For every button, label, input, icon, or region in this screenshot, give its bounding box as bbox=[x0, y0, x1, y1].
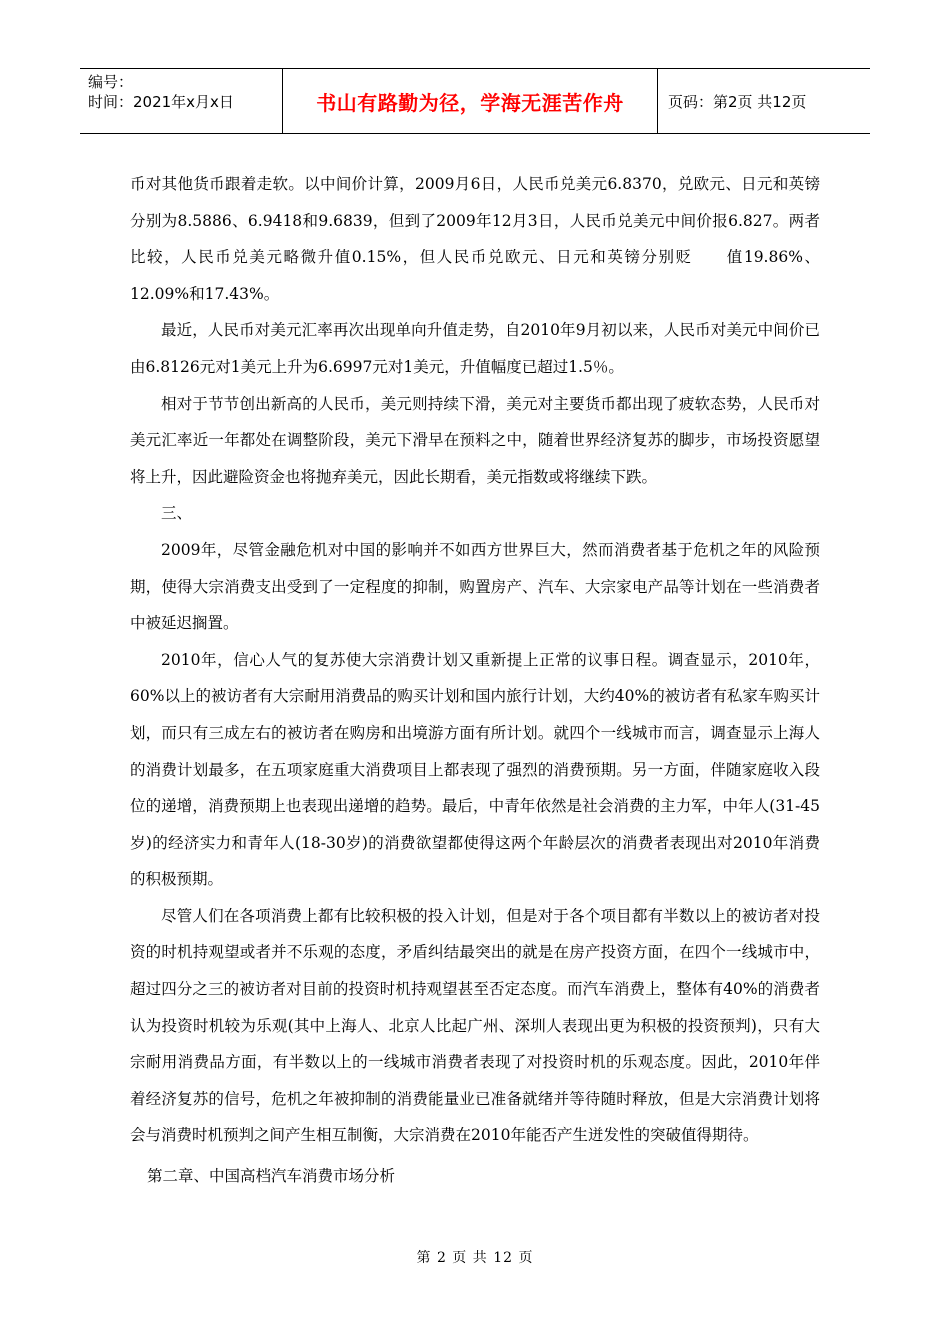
document-time: 时间：2021年x月x日 bbox=[88, 93, 234, 111]
paragraph: 最近，人民币对美元汇率再次出现单向升值走势，自2010年9月初以来，人民币对美元中间价已由6.8126元对1美元上升为6.6997元对1美元，升值幅度已超过1.5％。 bbox=[130, 321, 820, 376]
paragraph: 相对于节节创出新高的人民币，美元则持续下滑，美元对主要货币都出现了疲软态势，人民币对美元汇率近一年都处在调整阶段，美元下滑早在预料之中，随着世界经济复苏的脚步，市场投资愿望将上升，因此避险资金也将抛弃美元，因此长期看，美元指数或将继续下跌。 bbox=[130, 394, 820, 486]
document-body bbox=[130, 166, 820, 1195]
paragraph: 尽管人们在各项消费上都有比较积极的投入计划，但是对于各个项目都有半数以上的被访者对投资的时机持观望或者并不乐观的态度，矛盾纠结最突出的就是在房产投资方面，在四个一线城市中，超过四分之三的被访者对目前的投资时机持观望甚至否定态度。而汽车消费上，整体有40%的消费者认为投资时机较为乐观(其中上海人、北京人比起广州、深圳人表现出更为积极的投资预判)，只有大宗耐用消费品方面，有半数以上的一线城市消费者表现了对投资时机的乐观态度。因此，2010年伴着经济复苏的信号，危机之年被抑制的消费能量业已准备就绪并等待随时释放，但是大宗消费计划将会与消费时机预判之间产生相互制衡，大宗消费在2010年能否产生迸发性的突破值得期待。 bbox=[130, 906, 820, 1145]
page-header bbox=[80, 68, 870, 134]
page-footer: 第 2 页 共 12 页 bbox=[416, 1250, 534, 1266]
section-number: 三、 bbox=[161, 504, 193, 523]
paragraph-continuation: 币对其他货币跟着走软。以中间价计算，2009月6日，人民币兑美元6.8370，兑欧元、日元和英镑分别为8.5886、6.9418和9.6839，但到了2009年12月3日，人民币兑美元中间价报6.827。两者比较，人民币兑美元略微升值0.15%，但人民币兑欧元、日元和英镑分别贬 值19.86%、12.09%和17.43%。 bbox=[130, 175, 820, 303]
document-code: 编号： bbox=[88, 73, 134, 91]
chapter-heading: 第二章、中国高档汽车消费市场分析 bbox=[147, 1167, 396, 1186]
header-meta bbox=[80, 69, 283, 133]
paragraph: 2009年，尽管金融危机对中国的影响并不如西方世界巨大，然而消费者基于危机之年的风险预期，使得大宗消费支出受到了一定程度的抑制，购置房产、汽车、大宗家电产品等计划在一些消费者中被延迟搁置。 bbox=[130, 540, 820, 633]
header-motto: 书山有路勤为径，学海无涯苦作舟 bbox=[283, 69, 658, 133]
header-page-number: 页码：第2页 共12页 bbox=[668, 92, 807, 111]
paragraph: 2010年，信心人气的复苏使大宗消费计划又重新提上正常的议事日程。调查显示，2010年，60%以上的被访者有大宗耐用消费品的购买计划和国内旅行计划，大约40%的被访者有私家车购买计划，而只有三成左右的被访者在购房和出境游方面有所计划。就四个一线城市而言，调查显示上海人的消费计划最多，在五项家庭重大消费项目上都表现了强烈的消费预期。另一方面，伴随家庭收入段位的递增，消费预期上也表现出递增的趋势。最后，中青年依然是社会消费的主力军，中年人(31-45岁)的经济实力和青年人(18-30岁)的消费欲望都使得这两个年龄层次的消费者表现出对2010年消费的积极预期。 bbox=[130, 650, 820, 889]
